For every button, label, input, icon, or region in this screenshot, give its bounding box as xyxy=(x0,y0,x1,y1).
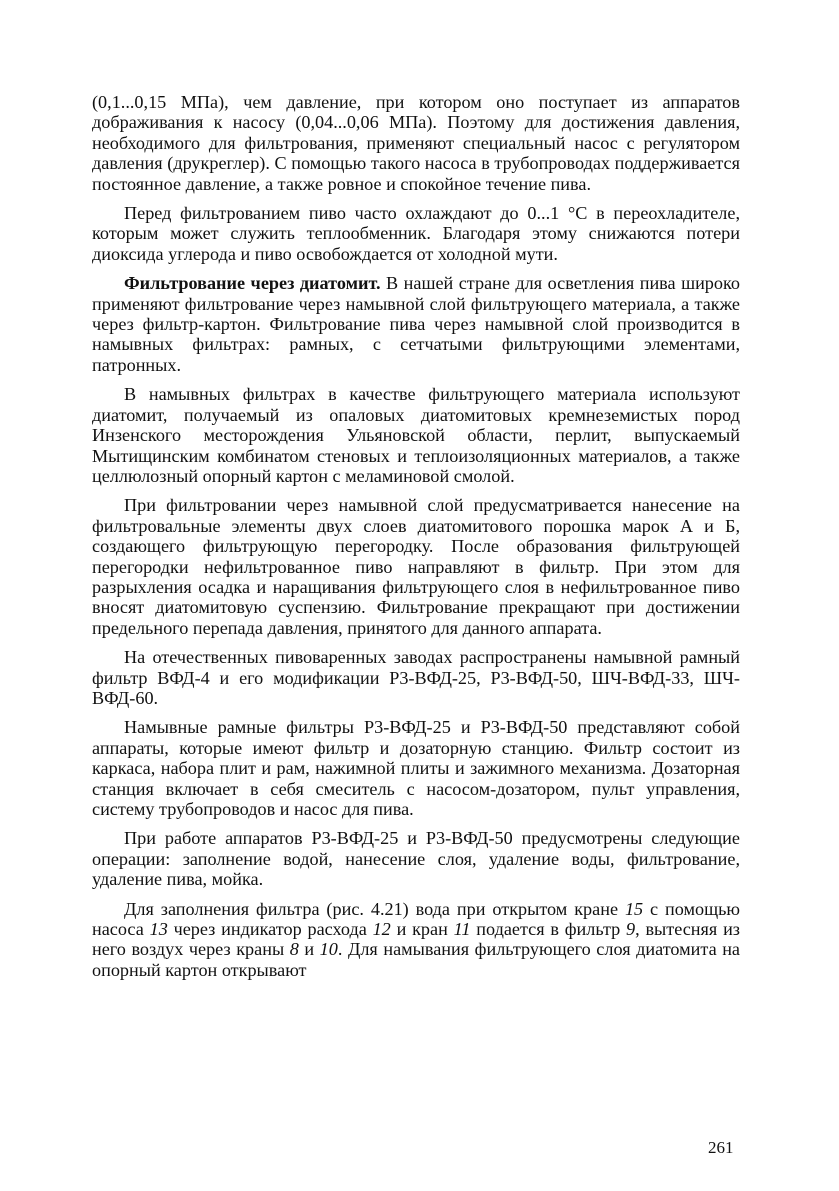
paragraph-3-body: В нашей стране для осветления пива широко применяют фильтрование через намывной слой фильтрующего материала, а также через фильтр-картон. Фильтрование пива через намывной слой производится в намывных фильтрах: рамных, с сетчатыми фильтрующими элементами, патронных. xyxy=(92,273,740,375)
paragraph-8: При работе аппаратов Р3-ВФД-25 и Р3-ВФД-50 предусмотрены следующие операции: заполнение водой, нанесение слоя, удаление воды, фильтрование, удаление пива, мойка. xyxy=(92,828,740,890)
paragraph-4: В намывных фильтрах в качестве фильтрующего материала используют диатомит, получаемый из опаловых диатомитовых кремнеземистых пород Инзенского месторождения Ульяновской области, перлит, выпускаемый Мытищинским комбинатом стеновых и теплоизоляционных материалов, а также целлюлозный опорный картон с меламиновой смолой. xyxy=(92,384,740,486)
reference-number: 10 xyxy=(319,939,338,960)
paragraph-3 xyxy=(92,273,740,375)
text-run: . Для намывания фильтрующего слоя диатомита на опорный картон открывают xyxy=(92,939,741,980)
page-text xyxy=(92,92,740,989)
text-run: с помощью насоса xyxy=(92,898,740,940)
paragraph-1: (0,1...0,15 МПа), чем давление, при котором оно поступает из аппаратов дображивания к насосу (0,04...0,06 МПа). Поэтому для достижения давления, необходимого для фильтрования, применяют специальный насос с регулятором давления (друкреглер). С помощью такого насоса в трубопроводах поддерживается постоянное давление, а также ровное и спокойное течение пива. xyxy=(92,92,740,194)
text-run: и кран xyxy=(390,919,454,940)
paragraph-6: На отечественных пивоваренных заводах распространены намывной рамный фильтр ВФД-4 и его модификации Р3-ВФД-25, Р3-ВФД-50, ШЧ-ВФД-33, ШЧ-ВФД-60. xyxy=(92,647,740,708)
reference-number: 15 xyxy=(624,898,644,919)
paragraph-7: Намывные рамные фильтры Р3-ВФД-25 и Р3-ВФД-50 представляют собой аппараты, которые имеют фильтр и дозаторную станцию. Фильтр состоит из каркаса, набора плит и рам, нажимной плиты и зажимного механизма. Дозаторная станция включает в себя смеситель с насосом-дозатором, пульт управления, систему трубопроводов и насос для пива. xyxy=(92,717,740,819)
section-heading: Фильтрование через диатомит. xyxy=(124,273,381,294)
paragraph-2: Перед фильтрованием пиво часто охлаждают до 0...1 °С в переохладителе, которым может служить теплообменник. Благодаря этому снижаются потери диоксида углерода и пиво освобождается от холодной мути. xyxy=(92,203,740,264)
reference-number: 11 xyxy=(453,919,471,940)
reference-number: 13 xyxy=(149,919,168,940)
reference-number: 8 xyxy=(289,939,299,960)
text-run: через индикатор расхода xyxy=(167,919,373,940)
reference-number: 12 xyxy=(372,919,391,940)
text-run: , вытесняя из него воздух через краны xyxy=(92,919,740,960)
paragraph-9 xyxy=(92,899,740,981)
text-run: Для заполнения фильтра (рис. 4.21) вода при открытом кране xyxy=(124,898,625,919)
paragraph-5: При фильтровании через намывной слой предусматривается нанесение на фильтровальные элементы двух слоев диатомитового порошка марок А и Б, создающего фильтрующую перегородку. После образования фильтрующей перегородки нефильтрованное пиво направляют в фильтр. При этом для разрыхления осадка и наращивания фильтрующего слоя в нефильтрованное пиво вносят диатомитовую суспензию. Фильтрование прекращают при достижении предельного перепада давления, принятого для данного аппарата. xyxy=(92,495,740,638)
text-run: подается в фильтр xyxy=(470,919,627,940)
page-number: 261 xyxy=(708,1138,734,1157)
reference-number: 9 xyxy=(626,919,636,940)
text-run: и xyxy=(298,939,320,960)
